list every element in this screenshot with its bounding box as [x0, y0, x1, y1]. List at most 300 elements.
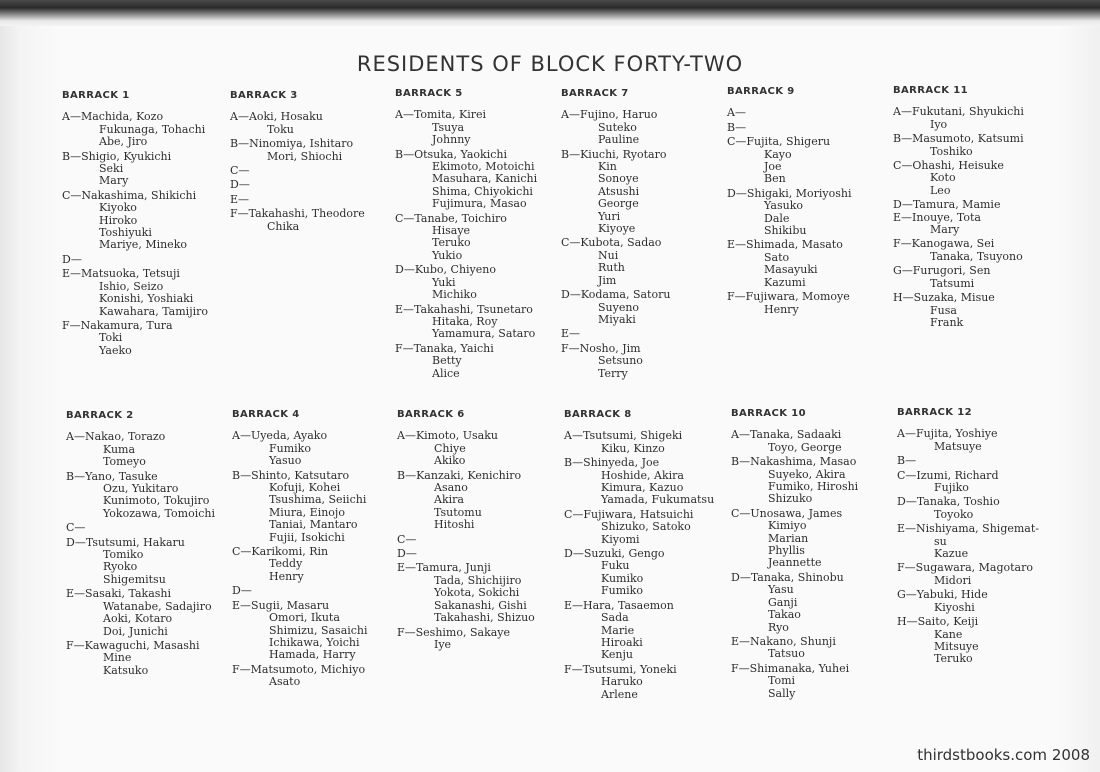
- apartment-entry: [66, 431, 231, 468]
- apartment-head-line: E—Shimada, Masato: [727, 238, 843, 252]
- resident-name: Yamamura, Sataro: [432, 327, 536, 341]
- apartment-entry: [62, 151, 227, 188]
- resident-name: Frank: [930, 315, 964, 329]
- resident-name: Henry: [269, 569, 304, 583]
- apartment-head-line: A—Fukutani, Shyukichi: [893, 105, 1024, 119]
- resident-name: Yukio: [432, 248, 463, 262]
- apartment-head-line: E—Hara, Tasaemon: [564, 598, 674, 612]
- apartment-entry: [230, 165, 395, 177]
- apartment-entry: [731, 663, 896, 700]
- resident-name: Atsushi: [598, 184, 640, 198]
- apartment-head-line: A—: [727, 106, 746, 120]
- apartment-entry: [727, 122, 892, 134]
- apartment-entry: [897, 496, 1062, 521]
- resident-name: Hoshide, Akira: [601, 468, 684, 482]
- resident-name: Asano: [434, 481, 468, 495]
- barrack-heading: BARRACK 4: [232, 409, 300, 420]
- resident-name: Arlene: [601, 687, 638, 701]
- apartment-entry: [232, 470, 397, 544]
- apartment-entry: [731, 572, 896, 634]
- resident-name: George: [598, 197, 639, 211]
- barrack-block: [731, 408, 896, 702]
- resident-name: Fumiko, Hiroshi: [768, 480, 859, 494]
- resident-name: Tsuya: [432, 120, 465, 134]
- apartment-head-line: F—Matsumoto, Michiyo: [232, 662, 366, 676]
- barrack-block: [564, 409, 729, 703]
- apartment-head-line: D—Tamura, Mamie: [893, 198, 1001, 212]
- apartment-head-line: C—Fujita, Shigeru: [727, 135, 831, 149]
- resident-name: Hamada, Harry: [269, 648, 356, 662]
- resident-name: Kimura, Kazuo: [601, 481, 684, 495]
- apartment-entry: [395, 343, 560, 380]
- apartment-head-line: A—Aoki, Hosaku: [230, 110, 323, 124]
- apartment-head-line: A—Fujino, Haruo: [561, 108, 658, 122]
- resident-name: Akiko: [434, 454, 466, 468]
- apartment-entry: [893, 238, 1058, 263]
- apartment-head-line: E—Inouye, Tota: [893, 210, 981, 224]
- resident-name: Yokota, Sokichi: [434, 586, 520, 600]
- barrack-heading: BARRACK 1: [62, 90, 130, 101]
- resident-name: Teruko: [432, 236, 471, 250]
- apartment-head-line: D—Tanaka, Shinobu: [731, 570, 844, 584]
- apartment-head-line: G—Yabuki, Hide: [897, 588, 988, 602]
- resident-name: Marian: [768, 531, 809, 545]
- apartment-head-line: E—Matsuoka, Tetsuji: [62, 267, 180, 281]
- resident-name: Shikibu: [764, 224, 807, 238]
- resident-name: Ruth: [598, 261, 625, 275]
- apartment-entry: [897, 455, 1062, 467]
- resident-name: Toki: [99, 331, 123, 345]
- resident-name: Joe: [764, 160, 782, 174]
- resident-name: Tsushima, Seiichi: [269, 493, 367, 507]
- resident-name: Chika: [267, 219, 300, 233]
- apartment-entry: [897, 523, 1062, 560]
- barrack-block: [897, 407, 1062, 668]
- resident-name: Masuhara, Kanichi: [432, 172, 538, 186]
- apartment-head-line: B—Masumoto, Katsumi: [893, 132, 1024, 146]
- resident-name: Kazue: [934, 547, 969, 561]
- apartment-entry: [395, 109, 560, 146]
- resident-name: Alice: [432, 366, 460, 380]
- barrack-block: [230, 90, 395, 235]
- apartment-head-line: A—Kimoto, Usaku: [397, 429, 498, 443]
- apartment-head-line: C—Karikomi, Rin: [232, 545, 329, 559]
- apartment-entry: [395, 213, 560, 263]
- apartment-entry: [727, 188, 892, 238]
- apartment-head-line: E—Nakano, Shunji: [731, 634, 836, 648]
- resident-name: Sally: [768, 686, 796, 700]
- resident-name: Johnny: [432, 133, 471, 147]
- apartment-entry: [561, 237, 726, 287]
- resident-name: Kofuji, Kohei: [269, 481, 341, 495]
- apartment-head-line: C—Nakashima, Shikichi: [62, 188, 197, 202]
- apartment-head-line: F—Nakamura, Tura: [62, 318, 173, 332]
- apartment-entry: [66, 522, 231, 534]
- barrack-block: [727, 86, 892, 318]
- apartment-head-line: C—Izumi, Richard: [897, 468, 999, 482]
- apartment-head-line: B—Ninomiya, Ishitaro: [230, 137, 354, 151]
- resident-name: Teruko: [934, 652, 973, 666]
- barrack-heading: BARRACK 6: [397, 409, 465, 420]
- apartment-entry: [561, 328, 726, 340]
- resident-name: Setsuno: [598, 354, 643, 368]
- apartment-head-line: C—: [66, 521, 86, 535]
- apartment-head-line: D—Suzuki, Gengo: [564, 547, 665, 561]
- resident-name: Kiku, Kinzo: [601, 441, 665, 455]
- resident-name: Ichikawa, Yoichi: [269, 635, 360, 649]
- apartment-head-line: D—: [232, 584, 252, 598]
- apartment-entry: [727, 136, 892, 186]
- resident-name: Iyo: [930, 117, 948, 131]
- apartment-head-line: B—Nakashima, Masao: [731, 455, 857, 469]
- apartment-head-line: F—Seshimo, Sakaye: [397, 625, 511, 639]
- resident-name: Aoki, Kotaro: [103, 612, 173, 626]
- apartment-entry: [232, 600, 397, 662]
- barrack-heading: BARRACK 7: [561, 88, 629, 99]
- resident-name: Suyeno: [598, 300, 640, 314]
- apartment-entry: [727, 291, 892, 316]
- resident-name: Jeannette: [768, 556, 822, 570]
- resident-name: Hiroaki: [601, 635, 643, 649]
- barrack-block: [62, 90, 227, 359]
- apartment-head-line: C—Ohashi, Heisuke: [893, 159, 1004, 173]
- resident-name: Sonoye: [598, 172, 639, 186]
- resident-name: Seki: [99, 162, 124, 176]
- apartment-head-line: C—Fujiwara, Hatsuichi: [564, 507, 694, 521]
- resident-name: Ganji: [768, 595, 798, 609]
- apartment-head-line: D—Tanaka, Toshio: [897, 495, 1000, 509]
- apartment-entry: [397, 562, 562, 624]
- resident-name: Tatsumi: [930, 276, 975, 290]
- barrack-block: [232, 409, 397, 691]
- resident-name: Toshiyuki: [99, 226, 152, 240]
- resident-name: Fukunaga, Tohachi: [99, 122, 206, 136]
- resident-name: Fujimura, Masao: [432, 197, 527, 211]
- resident-name: Miura, Einojo: [269, 505, 345, 519]
- resident-name: Ryo: [768, 620, 789, 634]
- resident-name: Fumiko: [269, 441, 311, 455]
- book-top-edge: [0, 0, 1100, 26]
- apartment-entry: [561, 343, 726, 380]
- resident-name: Fujii, Isokichi: [269, 530, 345, 544]
- apartment-entry: [397, 534, 562, 546]
- apartment-head-line: F—Nosho, Jim: [561, 341, 641, 355]
- resident-name: Suyeko, Akira: [768, 467, 846, 481]
- resident-name: Kazumi: [764, 275, 806, 289]
- apartment-head-line: E—Sugii, Masaru: [232, 598, 330, 612]
- apartment-entry: [232, 585, 397, 597]
- resident-name: Takao: [768, 608, 801, 622]
- apartment-head-line: B—Otsuka, Yaokichi: [395, 147, 508, 161]
- resident-name: Iye: [434, 637, 452, 651]
- apartment-head-line: A—Tsutsumi, Shigeki: [564, 429, 683, 443]
- apartment-entry: [230, 138, 395, 163]
- apartment-entry: [897, 470, 1062, 495]
- resident-name: Mori, Shiochi: [267, 149, 343, 163]
- resident-name: Kin: [598, 160, 617, 174]
- apartment-entry: [564, 548, 729, 598]
- resident-name: Betty: [432, 354, 462, 368]
- barrack-heading: BARRACK 9: [727, 86, 795, 97]
- apartment-entry: [66, 471, 231, 521]
- apartment-entry: [397, 430, 562, 467]
- apartment-head-line: B—Shigio, Kyukichi: [62, 149, 172, 163]
- apartment-entry: [564, 457, 729, 507]
- resident-name: Hitaka, Roy: [432, 314, 498, 328]
- resident-name: Toku: [267, 122, 294, 136]
- barrack-heading: BARRACK 11: [893, 85, 968, 96]
- apartment-entry: [62, 254, 227, 266]
- resident-name: Kumiko: [601, 571, 644, 585]
- resident-name: Chiye: [434, 441, 466, 455]
- apartment-head-line: D—: [230, 178, 250, 192]
- resident-name: Tsutomu: [434, 505, 482, 519]
- page-title: RESIDENTS OF BLOCK FORTY-TWO: [356, 52, 744, 76]
- resident-name: Shimizu, Sasaichi: [269, 623, 368, 637]
- resident-name: Mitsuye: [934, 639, 979, 653]
- watermark: thirdstbooks.com 2008: [917, 746, 1090, 764]
- apartment-entry: [731, 636, 896, 661]
- resident-name: Midori: [934, 573, 972, 587]
- resident-name: Hiroko: [99, 213, 138, 227]
- apartment-entry: [230, 208, 395, 233]
- apartment-entry: [727, 239, 892, 289]
- apartment-head-line: B—Shinto, Katsutaro: [232, 468, 350, 482]
- barrack-heading: BARRACK 10: [731, 408, 806, 419]
- resident-name: Marie: [601, 623, 635, 637]
- apartment-head-line: F—Kawaguchi, Masashi: [66, 638, 200, 652]
- apartment-entry: [893, 133, 1058, 158]
- resident-name: Mary: [99, 174, 129, 188]
- apartment-head-line: F—Takahashi, Theodore: [230, 207, 365, 221]
- resident-name: Yuki: [432, 275, 456, 289]
- apartment-head-line: D—: [397, 547, 417, 561]
- apartment-head-line: A—Tomita, Kirei: [395, 108, 486, 122]
- apartment-entry: [731, 508, 896, 570]
- resident-name: Takahashi, Shizuo: [434, 611, 535, 625]
- resident-name: Ekimoto, Motoichi: [432, 160, 535, 174]
- resident-name: Hisaye: [432, 224, 471, 238]
- barrack-heading: BARRACK 5: [395, 88, 463, 99]
- resident-name: Suteko: [598, 120, 637, 134]
- apartment-entry: [395, 149, 560, 211]
- resident-name: Toyo, George: [768, 440, 842, 454]
- apartment-head-line: H—Suzaka, Misue: [893, 291, 995, 305]
- apartment-entry: [62, 111, 227, 148]
- barrack-heading: BARRACK 8: [564, 409, 632, 420]
- apartment-head-line: B—Kanzaki, Kenichiro: [397, 468, 522, 482]
- barrack-block: [893, 85, 1058, 331]
- apartment-head-line: B—: [897, 454, 917, 468]
- resident-name: Ishio, Seizo: [99, 279, 164, 293]
- apartment-entry: [397, 627, 562, 652]
- apartment-head-line: F—Sugawara, Magotaro: [897, 561, 1033, 575]
- apartment-head-line: E—: [230, 192, 250, 206]
- apartment-entry: [62, 320, 227, 357]
- apartment-head-line: B—: [727, 120, 747, 134]
- resident-name: Sada: [601, 611, 629, 625]
- apartment-head-line: E—Sasaki, Takashi: [66, 587, 172, 601]
- apartment-head-line: F—Shimanaka, Yuhei: [731, 661, 850, 675]
- apartment-entry: [232, 546, 397, 583]
- apartment-entry: [893, 265, 1058, 290]
- apartment-entry: [564, 509, 729, 546]
- apartment-entry: [62, 190, 227, 252]
- apartment-entry: [731, 429, 896, 454]
- apartment-entry: [397, 548, 562, 560]
- apartment-head-line: F—Kanogawa, Sei: [893, 237, 995, 251]
- apartment-entry: [561, 109, 726, 146]
- apartment-entry: [893, 199, 1058, 236]
- apartment-head-line: A—Nakao, Torazo: [66, 430, 166, 444]
- resident-name: Nui: [598, 248, 619, 262]
- resident-name: Koto: [930, 171, 956, 185]
- apartment-entry: [897, 562, 1062, 587]
- resident-name: Hitoshi: [434, 518, 475, 532]
- resident-name: Yasuo: [269, 454, 302, 468]
- apartment-entry: [731, 456, 896, 506]
- apartment-entry: [397, 470, 562, 532]
- apartment-entry: [66, 640, 231, 677]
- resident-name: Taniai, Mantaro: [269, 518, 358, 532]
- resident-name: Masayuki: [764, 263, 818, 277]
- resident-name: Yasu: [768, 583, 794, 597]
- apartment-entry: [897, 589, 1062, 614]
- apartment-head-line: E—Takahashi, Tsunetaro: [395, 302, 533, 316]
- resident-name: Shizuko: [768, 492, 813, 506]
- resident-name: Mariye, Mineko: [99, 238, 187, 252]
- apartment-head-line: A—Uyeda, Ayako: [232, 429, 328, 443]
- resident-name: Pauline: [598, 133, 640, 147]
- resident-name: Fuku: [601, 559, 630, 573]
- resident-name: Miyaki: [598, 312, 636, 326]
- apartment-entry: [230, 194, 395, 206]
- resident-name: Shigemitsu: [103, 572, 166, 586]
- resident-name: Matsuye: [934, 439, 982, 453]
- barrack-heading: BARRACK 3: [230, 90, 298, 101]
- resident-name: Akira: [434, 493, 464, 507]
- apartment-head-line: A—Tanaka, Sadaaki: [731, 428, 842, 442]
- resident-name: Tomiko: [103, 548, 144, 562]
- resident-name: Tatsuo: [768, 647, 805, 661]
- apartment-head-line: E—Tamura, Junji: [397, 561, 491, 575]
- apartment-entry: [561, 289, 726, 326]
- resident-name: Teddy: [269, 557, 303, 571]
- apartment-head-line: D—Kubo, Chiyeno: [395, 263, 496, 277]
- resident-name: Kiyomi: [601, 532, 640, 546]
- apartment-entry: [62, 268, 227, 318]
- resident-name: Kawahara, Tamijiro: [99, 304, 209, 318]
- apartment-head-line: H—Saito, Keiji: [897, 615, 979, 629]
- apartment-head-line: G—Furugori, Sen: [893, 264, 991, 278]
- apartment-entry: [893, 292, 1058, 329]
- apartment-head-line: F—Tsutsumi, Yoneki: [564, 662, 677, 676]
- resident-name: Omori, Ikuta: [269, 611, 340, 625]
- resident-name: Shima, Chiyokichi: [432, 184, 533, 198]
- resident-name: Watanabe, Sadajiro: [103, 599, 212, 613]
- apartment-head-line: E—: [561, 327, 581, 341]
- apartment-head-line: D—Tsutsumi, Hakaru: [66, 535, 185, 549]
- resident-name: Kayo: [764, 147, 792, 161]
- resident-name: Konishi, Yoshiaki: [99, 292, 194, 306]
- apartment-entry: [395, 264, 560, 301]
- resident-name: Mary: [930, 223, 960, 237]
- apartment-head-line: E—Nishiyama, Shigemat-: [897, 522, 1039, 536]
- resident-name: Sato: [764, 250, 790, 264]
- resident-name: Yuri: [598, 209, 621, 223]
- resident-name: Asato: [269, 675, 301, 689]
- resident-name: Henry: [764, 302, 799, 316]
- resident-name: Kuma: [103, 442, 136, 456]
- resident-name: Kunimoto, Tokujiro: [103, 494, 210, 508]
- apartment-entry: [893, 106, 1058, 131]
- resident-name: Kenju: [601, 648, 634, 662]
- resident-name: Mine: [103, 651, 132, 665]
- apartment-head-line: F—Tanaka, Yaichi: [395, 341, 494, 355]
- apartment-head-line: C—: [230, 164, 250, 178]
- resident-name: Dale: [764, 211, 790, 225]
- resident-name: Kiyoko: [99, 201, 137, 215]
- apartment-entry: [897, 428, 1062, 453]
- resident-name: Kane: [934, 627, 963, 641]
- resident-name: Leo: [930, 183, 951, 197]
- barrack-block: [561, 88, 726, 382]
- resident-name: Doi, Junichi: [103, 624, 168, 638]
- resident-name: Michiko: [432, 288, 477, 302]
- apartment-head-line: A—Fujita, Yoshiye: [897, 427, 998, 441]
- barrack-heading: BARRACK 2: [66, 410, 134, 421]
- resident-name: Sakanashi, Gishi: [434, 598, 527, 612]
- apartment-entry: [897, 616, 1062, 666]
- apartment-head-line: D—Shigaki, Moriyoshi: [727, 186, 852, 200]
- resident-name: Katsuko: [103, 663, 149, 677]
- resident-name: Kiyoshi: [934, 600, 975, 614]
- resident-name: Shizuko, Satoko: [601, 520, 691, 534]
- resident-name: Haruko: [601, 675, 643, 689]
- apartment-entry: [230, 179, 395, 191]
- apartment-entry: [66, 537, 231, 587]
- resident-name: Terry: [598, 366, 628, 380]
- apartment-head-line: B—Shinyeda, Joe: [564, 456, 660, 470]
- apartment-head-line: C—Kubota, Sadao: [561, 236, 662, 250]
- apartment-head-line: A—Machida, Kozo: [62, 110, 164, 124]
- resident-name: Kiyoye: [598, 222, 636, 236]
- resident-name: Jim: [598, 273, 617, 287]
- resident-name: Toyoko: [934, 507, 974, 521]
- apartment-head-line: C—Unosawa, James: [731, 506, 843, 520]
- apartment-entry: [232, 430, 397, 467]
- resident-name: Yasuko: [764, 199, 803, 213]
- resident-name: Ryoko: [103, 560, 138, 574]
- apartment-head-line: C—: [397, 532, 417, 546]
- apartment-entry: [893, 160, 1058, 197]
- resident-name: Ozu, Yukitaro: [103, 482, 179, 496]
- barrack-block: [66, 410, 231, 679]
- apartment-entry: [564, 600, 729, 662]
- resident-name: Tomi: [768, 674, 796, 688]
- resident-name: Kimiyo: [768, 519, 807, 533]
- resident-name: Toshiko: [930, 144, 973, 158]
- resident-name: Yamada, Fukumatsu: [601, 493, 715, 507]
- apartment-head-line: D—Kodama, Satoru: [561, 288, 671, 302]
- resident-name: Tada, Shichijiro: [434, 573, 522, 587]
- resident-name: Phyllis: [768, 544, 805, 558]
- resident-name: Tomeyo: [103, 455, 146, 469]
- apartment-entry: [232, 664, 397, 689]
- apartment-entry: [561, 149, 726, 236]
- resident-name: su: [934, 534, 947, 548]
- barrack-heading: BARRACK 12: [897, 407, 972, 418]
